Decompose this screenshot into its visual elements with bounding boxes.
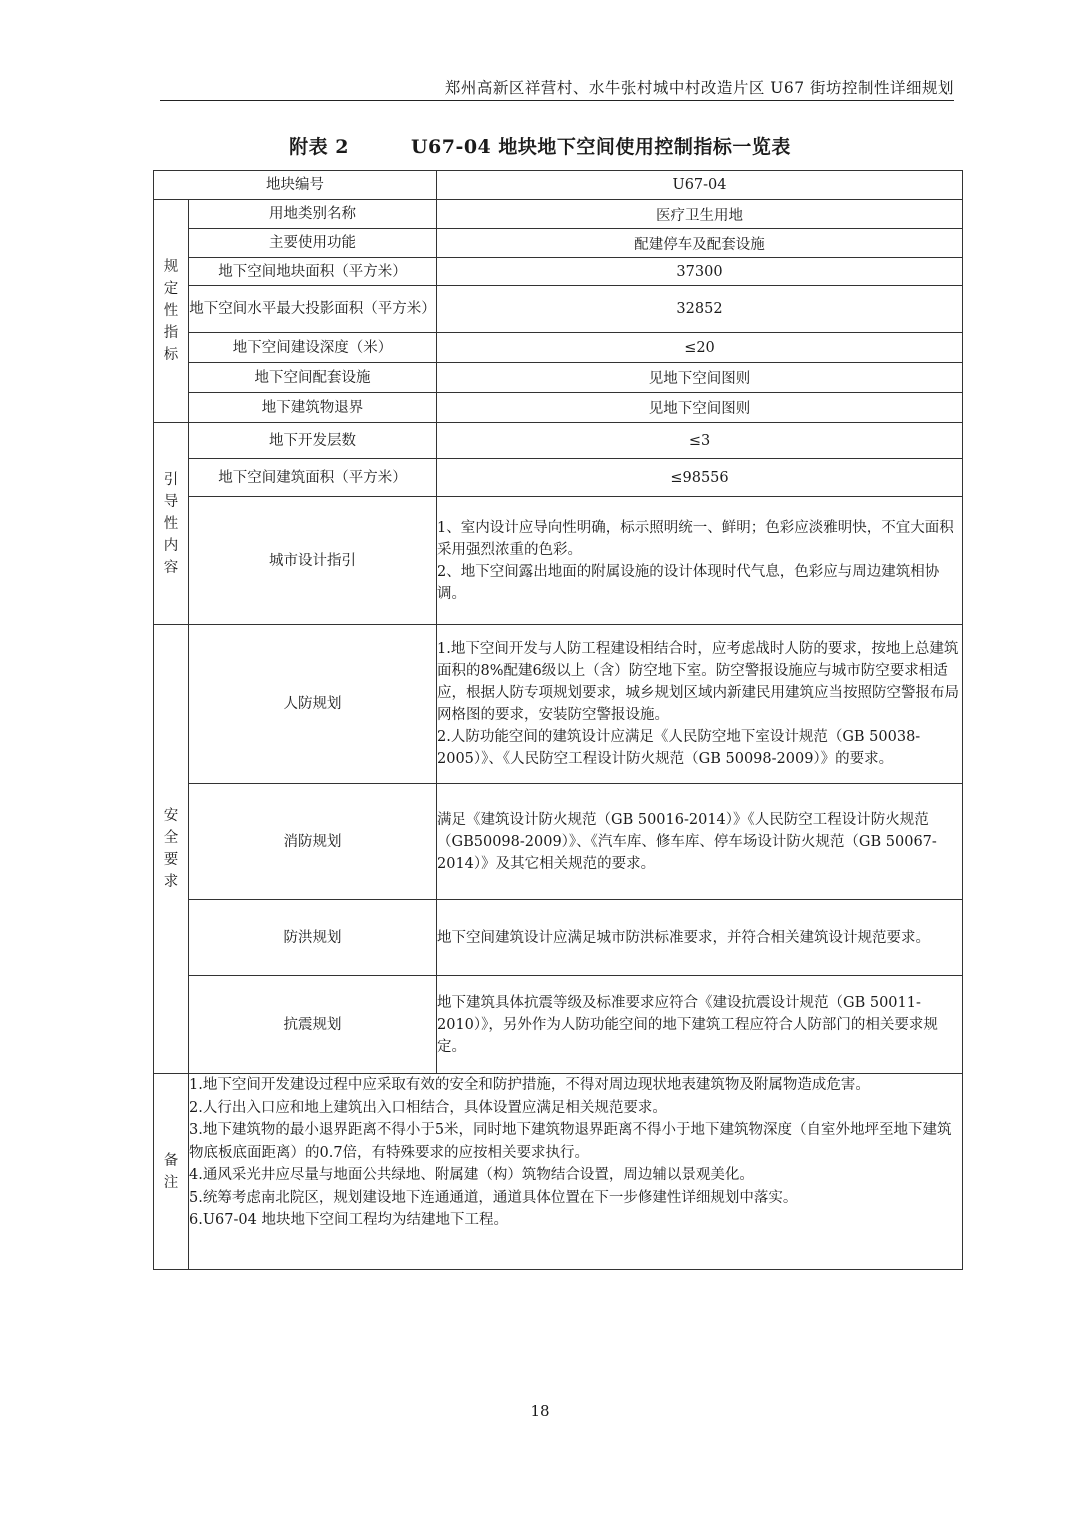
row-label: 抗震规划 (189, 976, 437, 1074)
row-label: 城市设计指引 (189, 497, 437, 625)
table-row (154, 459, 963, 497)
note-item: 4.通风采光井应尽量与地面公共绿地、附属建（构）筑物结合设置，周边辅以景观美化。 (189, 1167, 754, 1183)
section-safety-category (154, 625, 189, 1074)
category-char: 标 (163, 347, 179, 363)
paragraph: 2、地下空间露出地面的附属设施的设计体现时代气息，色彩应与周边建筑相协调。 (437, 563, 940, 602)
note-item: 2.人行出入口应和地上建筑出入口相结合，具体设置应满足相关规范要求。 (189, 1099, 667, 1116)
page-number: 18 (530, 1402, 550, 1420)
category-char: 规 (163, 259, 179, 275)
row-label: 地下空间地块面积（平方米） (189, 258, 437, 286)
row-value: 医疗卫生用地 (437, 200, 963, 229)
row-paragraphs (437, 625, 963, 784)
table-row (154, 363, 963, 393)
row-value: 见地下空间图则 (437, 393, 963, 423)
row-paragraphs (437, 900, 963, 976)
row-label: 地下建筑物退界 (189, 393, 437, 423)
category-char: 全 (163, 830, 179, 846)
row-label: 地下空间配套设施 (189, 363, 437, 393)
row-value: 见地下空间图则 (437, 363, 963, 393)
row-label: 主要使用功能 (189, 229, 437, 258)
category-char: 容 (163, 559, 179, 576)
row-label: 地下空间水平最大投影面积（平方米） (189, 286, 437, 333)
note-item: 1.地下空间开发建设过程中应采取有效的安全和防护措施，不得对周边现状地表建筑物及附属物造成危害。 (189, 1077, 870, 1093)
row-paragraphs (437, 497, 963, 625)
category-char: 安 (163, 808, 179, 824)
control-index-table (153, 170, 963, 1270)
category-char: 求 (163, 874, 179, 890)
row-label: 用地类别名称 (189, 200, 437, 229)
table-row (154, 625, 963, 784)
category-char: 注 (163, 1174, 179, 1191)
table-row (154, 423, 963, 459)
paragraph: 满足《建筑设计防火规范（GB 50016-2014）》《人民防空工程设计防火规范（GB50098-2009）》、《汽车库、修车库、停车场设计防火规范（GB 50067-2014）》及其它相关规范的要求。 (437, 811, 937, 872)
category-char: 定 (163, 281, 179, 297)
row-paragraphs (437, 976, 963, 1074)
document-header-title: 郑州高新区祥营村、水牛张村城中村改造片区 U67 街坊控制性详细规划 (444, 79, 954, 97)
plot-number-label: 地块编号 (154, 171, 437, 200)
note-item: 3.地下建筑物的最小退界距离不得小于5米，同时地下建筑物退界距离不得小于地下建筑物深度（自室外地坪至地下建筑物底板底面距离）的0.7倍，有特殊要求的应按相关要求执行。 (189, 1122, 952, 1161)
category-char: 备 (163, 1152, 179, 1169)
category-char: 内 (163, 537, 179, 554)
table-row (154, 258, 963, 286)
row-value: ≤98556 (437, 459, 963, 497)
table-row (154, 976, 963, 1074)
paragraph: 1、室内设计应导向性明确，标示照明统一、鲜明；色彩应淡雅明快，不宜大面积采用强烈浓重的色彩。 (437, 519, 954, 558)
row-value: ≤20 (437, 333, 963, 363)
table-row (154, 171, 963, 200)
header-rule (160, 100, 954, 101)
table-row (154, 1074, 963, 1270)
table-row (154, 200, 963, 229)
section-guidance-category (154, 423, 189, 625)
paragraph: 2.人防功能空间的建筑设计应满足《人民防空地下室设计规范（GB 50038-2005）》、《人民防空工程设计防火规范（GB 50098-2009）》的要求。 (437, 729, 921, 767)
row-paragraphs (437, 784, 963, 900)
table-row (154, 333, 963, 363)
table-row (154, 900, 963, 976)
row-label: 消防规划 (189, 784, 437, 900)
table-row (154, 497, 963, 625)
row-label: 地下空间建筑面积（平方米） (189, 459, 437, 497)
category-char: 指 (163, 325, 179, 341)
note-item: 5.统筹考虑南北院区，规划建设地下连通通道，通道具体位置在下一步修建性详细规划中落实。 (189, 1189, 798, 1206)
paragraph: 1.地下空间开发与人防工程建设相结合时，应考虑战时人防的要求，按地上总建筑面积的8%配建6级以上（含）防空地下室。防空警报设施应与城市防空要求相适应，根据人防专项规划要求，城乡规划区域内新建民用建筑应当按照防空警报布局网格图的要求，安装防空警报设施。 (437, 641, 959, 723)
row-value: 配建停车及配套设施 (437, 229, 963, 258)
row-value: ≤3 (437, 423, 963, 459)
row-label: 人防规划 (189, 625, 437, 784)
section-mandatory-category (154, 200, 189, 423)
category-char: 要 (163, 852, 179, 868)
notes-list (189, 1074, 963, 1270)
table-title (0, 132, 1080, 159)
table-row (154, 229, 963, 258)
category-char: 导 (163, 493, 179, 510)
category-char: 性 (163, 303, 179, 319)
row-label: 地下开发层数 (189, 423, 437, 459)
row-value: 32852 (437, 286, 963, 333)
plot-number-value: U67-04 (437, 171, 963, 200)
category-char: 引 (163, 471, 179, 488)
table-row (154, 393, 963, 423)
table-name: U67-04 地块地下空间使用控制指标一览表 (410, 136, 791, 158)
table-number: 附表 2 (289, 136, 349, 158)
paragraph: 地下建筑具体抗震等级及标准要求应符合《建设抗震设计规范（GB 50011-2010）》，另外作为人防功能空间的地下建筑工程应符合人防部门的相关要求规定。 (437, 994, 938, 1055)
row-value: 37300 (437, 258, 963, 286)
table-row (154, 784, 963, 900)
row-label: 防洪规划 (189, 900, 437, 976)
table-row (154, 286, 963, 333)
category-char: 性 (163, 515, 179, 532)
paragraph: 地下空间建筑设计应满足城市防洪标准要求，并符合相关建筑设计规范要求。 (437, 929, 930, 946)
section-notes-category (154, 1074, 189, 1270)
note-item: 6.U67-04 地块地下空间工程均为结建地下工程。 (189, 1212, 508, 1228)
row-label: 地下空间建设深度（米） (189, 333, 437, 363)
